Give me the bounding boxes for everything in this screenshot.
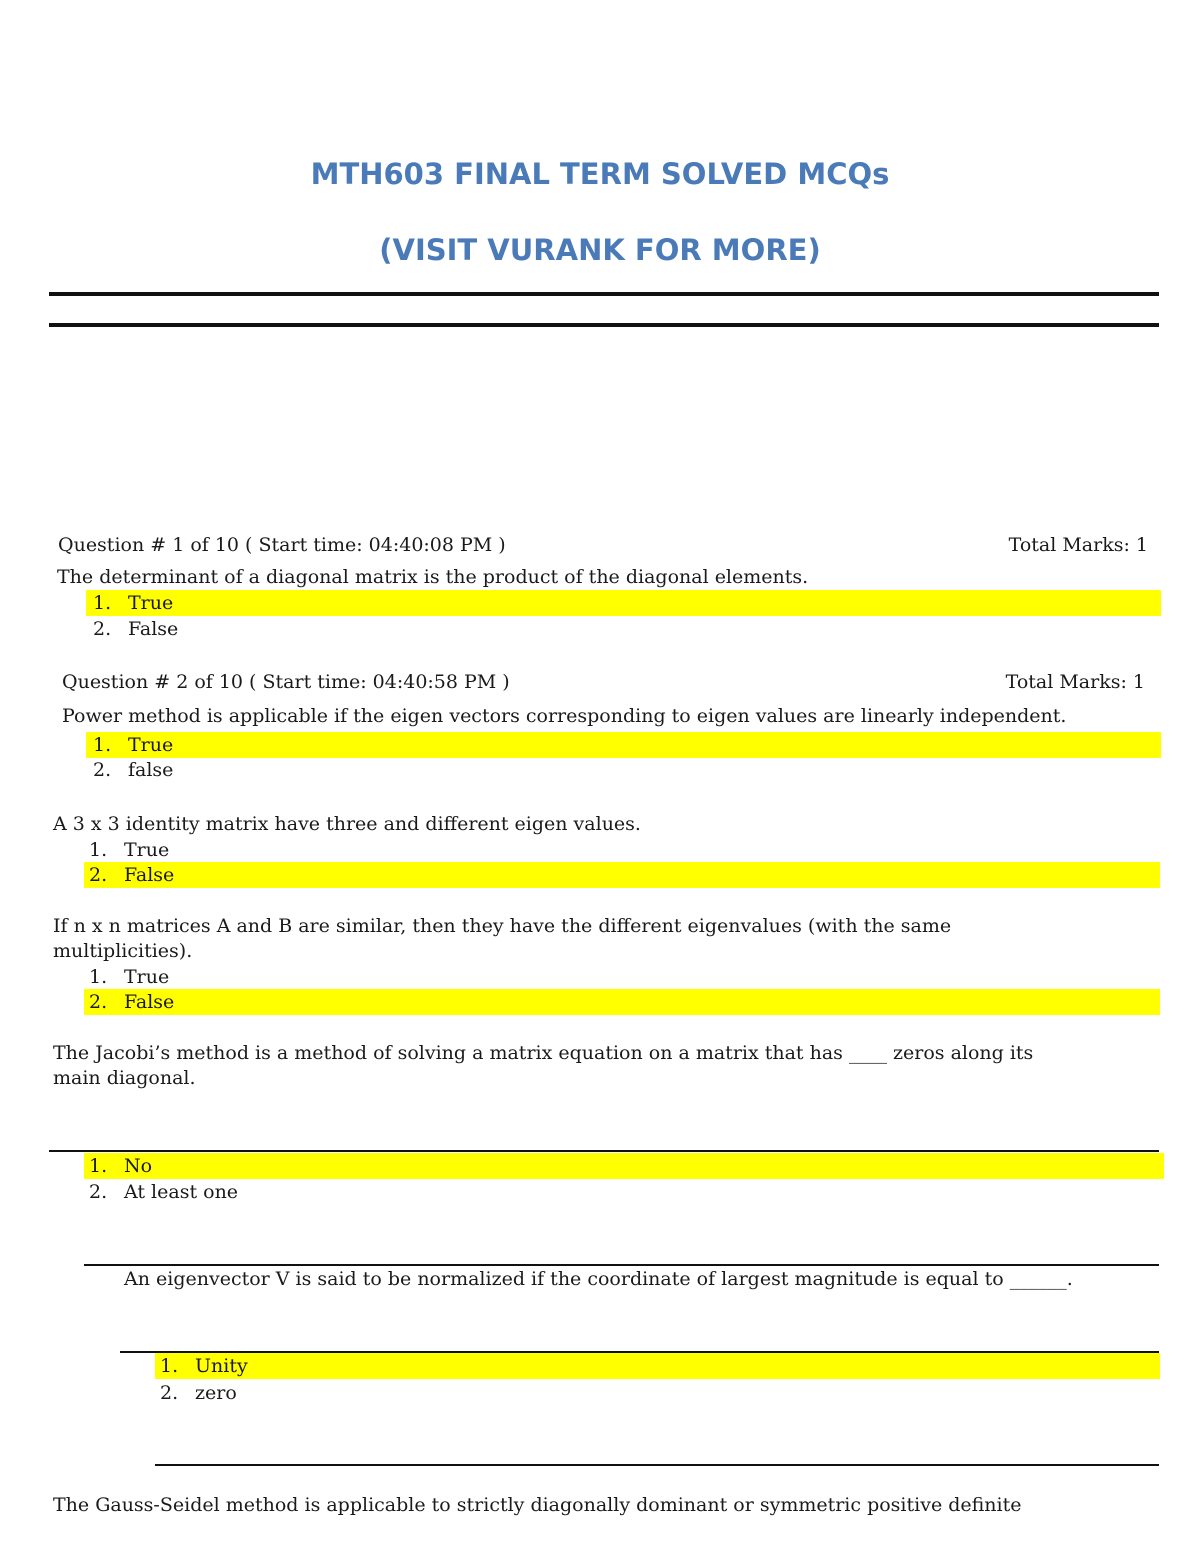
q5-option-1 — [84, 1153, 1164, 1179]
q2-text: Power method is applicable if the eigen vectors corresponding to eigen values are linearly independent. — [62, 705, 1067, 727]
q6-divider-top — [84, 1264, 1159, 1266]
q5-divider — [49, 1150, 1159, 1152]
q3-option-2 — [84, 862, 1160, 888]
option-number: 2. — [93, 618, 112, 640]
q4-text-line2: multiplicities). — [53, 940, 193, 962]
option-number: 1. — [93, 592, 112, 614]
q3-text: A 3 x 3 identity matrix have three and different eigen values. — [53, 813, 641, 835]
q2-option-2 — [93, 757, 173, 783]
q2-marks: Total Marks: 1 — [1005, 671, 1145, 693]
q2-meta: Question # 2 of 10 ( Start time: 04:40:58 PM ) — [62, 671, 510, 693]
header-rule-top — [49, 292, 1159, 296]
option-label: True — [128, 592, 174, 614]
q1-text: The determinant of a diagonal matrix is the product of the diagonal elements. — [57, 566, 809, 588]
option-label: zero — [195, 1382, 237, 1404]
option-label: False — [124, 864, 175, 886]
option-number: 1. — [93, 734, 112, 756]
q7-text: The Gauss-Seidel method is applicable to strictly diagonally dominant or symmetric positive definite — [53, 1494, 1022, 1516]
option-number: 1. — [89, 1155, 108, 1177]
option-label: True — [124, 839, 170, 861]
option-number: 2. — [93, 759, 112, 781]
q5-text-line1: The Jacobi’s method is a method of solving a matrix equation on a matrix that has ____ zeros along its — [53, 1042, 1034, 1064]
q6-option-1 — [155, 1353, 1160, 1379]
option-label: No — [124, 1155, 153, 1177]
header-rule-bottom — [49, 323, 1159, 327]
option-label: False — [124, 991, 175, 1013]
q6-option-2 — [160, 1380, 237, 1406]
option-number: 1. — [89, 966, 108, 988]
option-number: 2. — [160, 1382, 179, 1404]
q2-option-1 — [86, 732, 1161, 758]
q1-option-2 — [93, 616, 178, 642]
q4-option-2 — [84, 989, 1160, 1015]
q1-meta: Question # 1 of 10 ( Start time: 04:40:08 PM ) — [58, 534, 506, 556]
q6-text: An eigenvector V is said to be normalized if the coordinate of largest magnitude is equal to ______. — [124, 1268, 1073, 1290]
q3-option-1 — [89, 837, 169, 863]
document-subtitle: (VISIT VURANK FOR MORE) — [379, 233, 821, 267]
q4-option-1 — [89, 964, 169, 990]
option-number: 2. — [89, 864, 108, 886]
option-label: True — [124, 966, 170, 988]
option-number: 1. — [160, 1355, 179, 1377]
q5-option-2 — [89, 1179, 238, 1205]
option-label: At least one — [124, 1181, 239, 1203]
option-label: False — [128, 618, 179, 640]
option-number: 2. — [89, 991, 108, 1013]
option-number: 2. — [89, 1181, 108, 1203]
option-label: Unity — [195, 1355, 248, 1377]
document-title: MTH603 FINAL TERM SOLVED MCQs — [310, 157, 890, 191]
q1-option-1 — [86, 590, 1161, 616]
q5-text-line2: main diagonal. — [53, 1067, 196, 1089]
q4-text-line1: If n x n matrices A and B are similar, then they have the different eigenvalues (with the same — [53, 915, 952, 937]
option-label: false — [128, 759, 174, 781]
q6-divider-bottom — [155, 1464, 1159, 1466]
option-label: True — [128, 734, 174, 756]
option-number: 1. — [89, 839, 108, 861]
q1-marks: Total Marks: 1 — [1008, 534, 1148, 556]
